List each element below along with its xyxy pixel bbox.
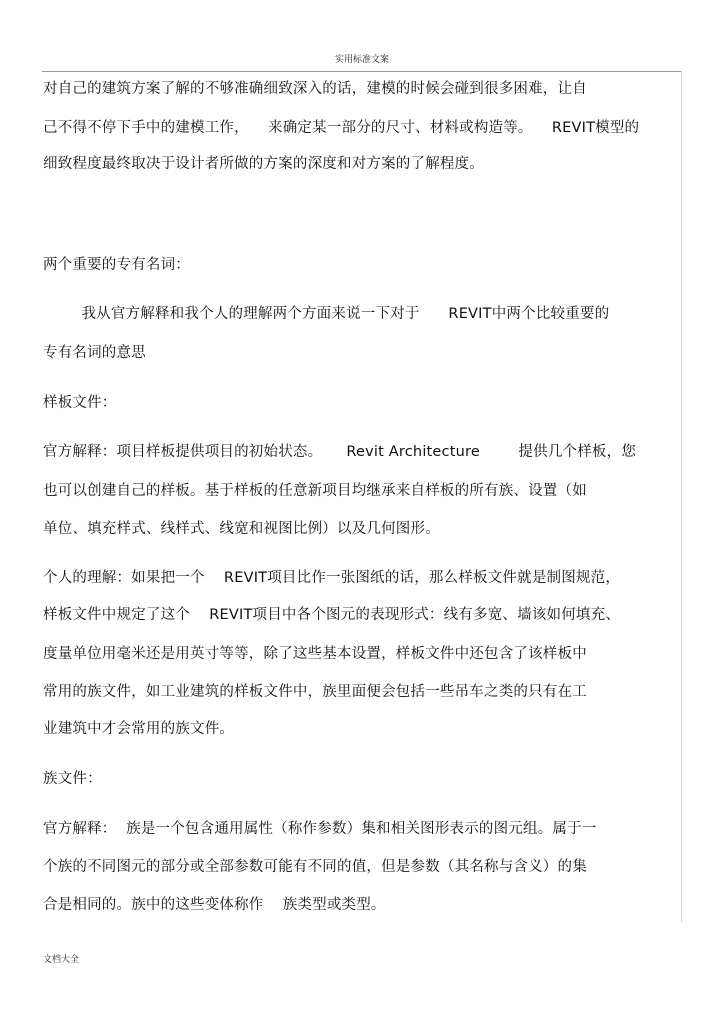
body-line-12: 样板文件中规定了这个 REVIT项目中各个图元的表现形式：线有多宽、墙该如何填充、 (43, 607, 621, 623)
body-line-11: 个人的理解：如果把一个 REVIT项目比作一张图纸的话，那么样板文件就是制图规范， (43, 570, 621, 586)
section-heading-terms: 两个重要的专有名词： (43, 257, 190, 273)
body-line-3: 细致程度最终取决于设计者所做的方案的深度和对方案的了解程度。 (43, 156, 484, 172)
body-line-6: 专有名词的意思 (43, 345, 146, 361)
section-heading-template: 样板文件： (43, 395, 117, 411)
page-header: 实用标准文案 (334, 55, 389, 65)
body-line-2: 己不得不停下手中的建模工作， 来确定某一部分的尺寸、材料或构造等。 REVIT模型的 (43, 120, 640, 136)
page-right-border (681, 71, 682, 923)
page-footer: 文档大全 (43, 955, 80, 965)
body-line-17: 官方解释： 族是一个包含通用属性（称作参数）集和相关图形表示的图元组。属于一 (43, 821, 597, 837)
body-line-10: 单位、填充样式、线样式、线宽和视图比例）以及几何图形。 (43, 521, 440, 537)
body-line-9: 也可以创建自己的样板。基于样板的任意新项目均继承来自样板的所有族、设置（如 (43, 483, 587, 499)
body-line-15: 业建筑中才会常用的族文件。 (43, 721, 235, 737)
body-line-1: 对自己的建筑方案了解的不够准确细致深入的话，建模的时候会碰到很多困难，让自 (43, 81, 587, 97)
body-line-8: 官方解释：项目样板提供项目的初始状态。 Revit Architecture 提供几个样板，您 (43, 444, 637, 460)
header-divider (42, 71, 682, 72)
body-line-18: 个族的不同图元的部分或全部参数可能有不同的值，但是参数（其名称与含义）的集 (43, 859, 587, 875)
body-line-14: 常用的族文件，如工业建筑的样板文件中，族里面便会包括一些吊车之类的只有在工 (43, 684, 587, 700)
body-line-5: 我从官方解释和我个人的理解两个方面来说一下对于 REVIT中两个比较重要的 (43, 306, 610, 322)
body-line-19: 合是相同的。族中的这些变体称作 族类型或类型。 (43, 897, 386, 913)
section-heading-family: 族文件： (43, 771, 102, 787)
body-line-13: 度量单位用毫米还是用英寸等等，除了这些基本设置，样板文件中还包含了该样板中 (43, 646, 587, 662)
